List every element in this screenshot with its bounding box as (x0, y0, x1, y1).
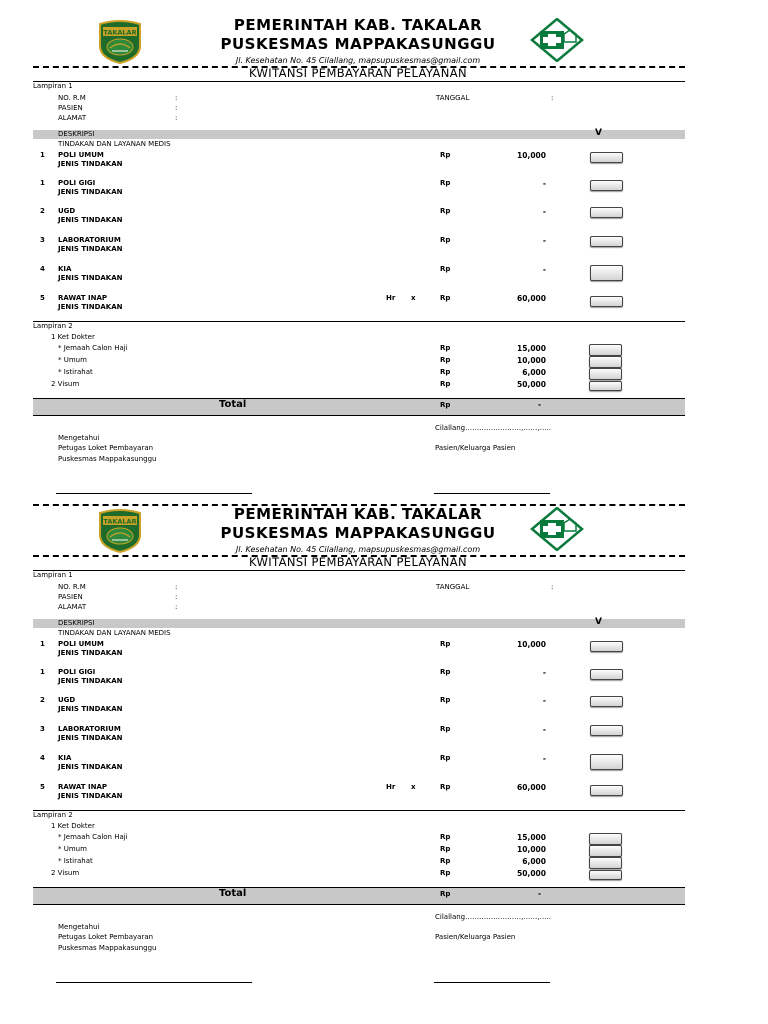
service-checkbox[interactable] (590, 296, 623, 307)
puskesmas-label: Puskesmas Mappakasunggu (58, 455, 157, 463)
ket-dokter-item-currency: Rp (440, 344, 451, 352)
service-sub: JENIS TINDAKAN (58, 303, 123, 311)
service-checkbox[interactable] (590, 725, 623, 736)
ket-dokter-item-label: * Istirahat (58, 368, 93, 376)
service-number: 4 (40, 754, 45, 762)
service-checkbox[interactable] (590, 754, 623, 770)
pasien-colon: : (175, 593, 178, 601)
petugas-signature-line (56, 982, 252, 983)
service-sub: JENIS TINDAKAN (58, 245, 123, 253)
header-address: Jl. Kesehatan No. 45 Cilallang, mapsupuskesmas@gmail.com (235, 545, 481, 554)
service-amount: - (542, 265, 546, 274)
service-amount: 60,000 (517, 783, 546, 792)
service-sub: JENIS TINDAKAN (58, 188, 123, 196)
service-currency: Rp (440, 696, 451, 704)
service-currency: Rp (440, 236, 451, 244)
ket-dokter-item-amount: 15,000 (517, 833, 546, 842)
service-name: LABORATORIUM (58, 725, 121, 733)
services-subheading: TINDAKAN DAN LAYANAN MEDIS (58, 140, 171, 148)
service-currency: Rp (440, 783, 451, 791)
visum-checkbox[interactable] (589, 381, 622, 391)
service-amount: - (542, 236, 546, 245)
service-hr: Hr (386, 783, 396, 791)
service-sub: JENIS TINDAKAN (58, 763, 123, 771)
service-number: 1 (40, 179, 45, 187)
lampiran1-label: Lampiran 1 (33, 82, 73, 90)
petugas-label: Petugas Loket Pembayaran (58, 444, 154, 452)
visum-label: 2 Visum (51, 869, 80, 877)
ket-dokter-label: 1 Ket Dokter (51, 333, 95, 341)
ket-dokter-item-currency: Rp (440, 845, 451, 853)
ket-dokter-item-label: * Jemaah Calon Haji (58, 833, 128, 841)
pasien-keluarga-label: Pasien/Keluarga Pasien (435, 444, 516, 452)
ket-dokter-item-label: * Umum (58, 356, 87, 364)
service-sub: JENIS TINDAKAN (58, 705, 123, 713)
service-name: KIA (58, 265, 72, 273)
mengetahui-label: Mengetahui (58, 923, 100, 931)
visum-currency: Rp (440, 380, 451, 388)
total-currency: Rp (440, 890, 451, 898)
alamat-colon: : (175, 114, 178, 122)
service-currency: Rp (440, 668, 451, 676)
pasien-keluarga-label: Pasien/Keluarga Pasien (435, 933, 516, 941)
service-currency: Rp (440, 754, 451, 762)
service-currency: Rp (440, 265, 451, 273)
service-name: LABORATORIUM (58, 236, 121, 244)
tanggal-label: TANGGAL (436, 583, 470, 591)
service-checkbox[interactable] (590, 236, 623, 247)
ket-dokter-item-amount: 15,000 (517, 344, 546, 353)
service-currency: Rp (440, 207, 451, 215)
service-name: RAWAT INAP (58, 294, 107, 302)
ket-dokter-item-amount: 6,000 (522, 857, 546, 866)
service-name: POLI GIGI (58, 668, 96, 676)
tanggal-colon: : (551, 94, 554, 102)
deskripsi-bar (33, 619, 685, 628)
ket-dokter-item-label: * Umum (58, 845, 87, 853)
alamat-colon: : (175, 603, 178, 611)
service-x: x (411, 294, 416, 302)
service-name: KIA (58, 754, 72, 762)
service-amount: - (542, 207, 546, 216)
ket-dokter-item-checkbox[interactable] (589, 344, 622, 356)
service-sub: JENIS TINDAKAN (58, 274, 123, 282)
services-divider (33, 810, 685, 811)
service-name: UGD (58, 696, 76, 704)
ket-dokter-item-amount: 10,000 (517, 356, 546, 365)
check-column-header: V (595, 128, 602, 138)
lampiran2-label: Lampiran 2 (33, 811, 73, 819)
no-rm-colon: : (175, 94, 178, 102)
ket-dokter-item-amount: 6,000 (522, 368, 546, 377)
no-rm-colon: : (175, 583, 178, 591)
service-amount: - (542, 725, 546, 734)
total-label: Total (219, 888, 247, 899)
service-currency: Rp (440, 179, 451, 187)
deskripsi-header: DESKRIPSI (58, 130, 95, 138)
service-number: 3 (40, 236, 45, 244)
service-checkbox[interactable] (590, 207, 623, 218)
pasien-signature-line (434, 982, 550, 983)
puskesmas-logo-icon (530, 507, 584, 551)
tanggal-colon: : (551, 583, 554, 591)
service-number: 2 (40, 696, 45, 704)
svg-text:TAKALAR: TAKALAR (103, 517, 137, 526)
ket-dokter-item-currency: Rp (440, 356, 451, 364)
receipt-1 (0, 0, 768, 500)
service-checkbox[interactable] (590, 669, 623, 680)
ket-dokter-item-currency: Rp (440, 857, 451, 865)
visum-label: 2 Visum (51, 380, 80, 388)
title-underline (33, 570, 685, 571)
deskripsi-header: DESKRIPSI (58, 619, 95, 627)
header-address: Jl. Kesehatan No. 45 Cilallang, mapsupuskesmas@gmail.com (235, 56, 481, 65)
service-name: UGD (58, 207, 76, 215)
puskesmas-logo-icon (530, 18, 584, 62)
total-bar (33, 887, 685, 905)
ket-dokter-item-checkbox[interactable] (589, 368, 622, 380)
service-checkbox[interactable] (590, 696, 623, 707)
receipt-2 (0, 489, 768, 989)
service-checkbox[interactable] (590, 785, 623, 796)
services-divider (33, 321, 685, 322)
service-amount: 10,000 (517, 640, 546, 649)
service-currency: Rp (440, 151, 451, 159)
service-sub: JENIS TINDAKAN (58, 734, 123, 742)
service-number: 4 (40, 265, 45, 273)
ket-dokter-item-currency: Rp (440, 833, 451, 841)
service-sub: JENIS TINDAKAN (58, 792, 123, 800)
ket-dokter-item-checkbox[interactable] (589, 857, 622, 869)
mengetahui-label: Mengetahui (58, 434, 100, 442)
header-line1: PEMERINTAH KAB. TAKALAR (233, 16, 483, 34)
service-currency: Rp (440, 725, 451, 733)
pasien-label: PASIEN (58, 593, 83, 601)
visum-amount: 50,000 (517, 380, 546, 389)
service-currency: Rp (440, 294, 451, 302)
service-number: 5 (40, 783, 45, 791)
lampiran1-label: Lampiran 1 (33, 571, 73, 579)
service-number: 1 (40, 640, 45, 648)
service-name: POLI GIGI (58, 179, 96, 187)
ket-dokter-item-currency: Rp (440, 368, 451, 376)
pasien-label: PASIEN (58, 104, 83, 112)
form-title: KWITANSI PEMBAYARAN PELAYANAN (249, 555, 467, 569)
service-checkbox[interactable] (590, 641, 623, 652)
service-amount: - (542, 179, 546, 188)
ket-dokter-item-label: * Istirahat (58, 857, 93, 865)
service-number: 5 (40, 294, 45, 302)
total-currency: Rp (440, 401, 451, 409)
service-sub: JENIS TINDAKAN (58, 160, 123, 168)
alamat-label: ALAMAT (58, 114, 87, 122)
header-line2: PUSKESMAS MAPPAKASUNGGU (220, 35, 496, 53)
visum-amount: 50,000 (517, 869, 546, 878)
service-currency: Rp (440, 640, 451, 648)
service-amount: - (542, 696, 546, 705)
deskripsi-bar (33, 130, 685, 139)
total-amount: - (538, 400, 542, 409)
service-number: 1 (40, 151, 45, 159)
service-checkbox[interactable] (590, 180, 623, 191)
ket-dokter-item-checkbox[interactable] (589, 845, 622, 857)
service-number: 3 (40, 725, 45, 733)
ket-dokter-item-label: * Jemaah Calon Haji (58, 344, 128, 352)
total-amount: - (538, 889, 542, 898)
form-title: KWITANSI PEMBAYARAN PELAYANAN (249, 66, 467, 80)
lampiran2-label: Lampiran 2 (33, 322, 73, 330)
service-name: RAWAT INAP (58, 783, 107, 791)
ket-dokter-item-checkbox[interactable] (589, 833, 622, 845)
petugas-label: Petugas Loket Pembayaran (58, 933, 154, 941)
cut-line (33, 504, 685, 506)
service-amount: - (542, 754, 546, 763)
service-x: x (411, 783, 416, 791)
service-name: POLI UMUM (58, 640, 104, 648)
check-column-header: V (595, 617, 602, 627)
puskesmas-label: Puskesmas Mappakasunggu (58, 944, 157, 952)
visum-currency: Rp (440, 869, 451, 877)
pasien-colon: : (175, 104, 178, 112)
service-amount: 10,000 (517, 151, 546, 160)
services-subheading: TINDAKAN DAN LAYANAN MEDIS (58, 629, 171, 637)
total-label: Total (219, 399, 247, 410)
ket-dokter-item-checkbox[interactable] (589, 356, 622, 368)
service-checkbox[interactable] (590, 152, 623, 163)
no-rm-label: NO. R.M (58, 94, 86, 102)
service-number: 1 (40, 668, 45, 676)
service-number: 2 (40, 207, 45, 215)
service-checkbox[interactable] (590, 265, 623, 281)
service-hr: Hr (386, 294, 396, 302)
service-sub: JENIS TINDAKAN (58, 649, 123, 657)
place-date: Cilallang……………………,……,….. (435, 913, 552, 921)
no-rm-label: NO. R.M (58, 583, 86, 591)
ket-dokter-label: 1 Ket Dokter (51, 822, 95, 830)
ket-dokter-item-amount: 10,000 (517, 845, 546, 854)
visum-checkbox[interactable] (589, 870, 622, 880)
place-date: Cilallang……………………,……,….. (435, 424, 552, 432)
service-name: POLI UMUM (58, 151, 104, 159)
svg-text:TAKALAR: TAKALAR (103, 28, 137, 37)
service-amount: - (542, 668, 546, 677)
alamat-label: ALAMAT (58, 603, 87, 611)
total-bar (33, 398, 685, 416)
service-sub: JENIS TINDAKAN (58, 677, 123, 685)
service-sub: JENIS TINDAKAN (58, 216, 123, 224)
tanggal-label: TANGGAL (436, 94, 470, 102)
header-line2: PUSKESMAS MAPPAKASUNGGU (220, 524, 496, 542)
service-amount: 60,000 (517, 294, 546, 303)
title-underline (33, 81, 685, 82)
header-line1: PEMERINTAH KAB. TAKALAR (233, 505, 483, 523)
